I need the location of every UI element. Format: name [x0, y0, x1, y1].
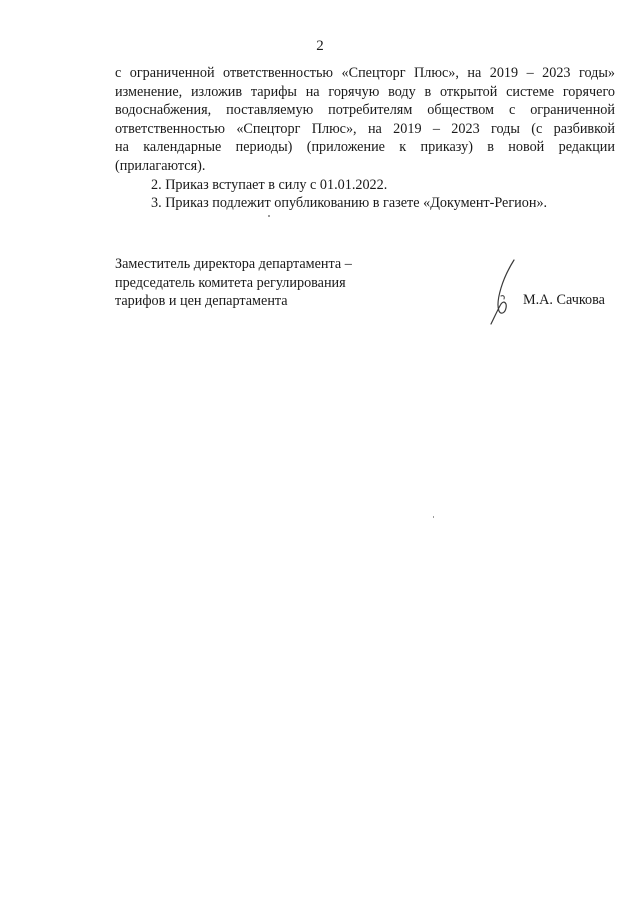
- paragraph1-line: с ограниченной ответственностью «Спецторг Плюс», на 2019 – 2023 годы»: [115, 65, 615, 81]
- paragraph1-line: ответственностью «Спецторг Плюс», на 2019 – 2023 годы (с разбивкой: [115, 120, 615, 137]
- signatory-title: [115, 255, 352, 311]
- page-number: 2: [316, 38, 324, 54]
- paragraph1-line: изменение, изложив тарифы на горячую воду в открытой системе горячего: [115, 83, 615, 100]
- paragraph1-line: водоснабжения, поставляемую потребителям обществом с ограниченной: [115, 102, 615, 119]
- order-body: [115, 64, 615, 213]
- handwritten-signature: [482, 256, 522, 330]
- signatory-title-line: Заместитель директора департамента –: [115, 256, 352, 272]
- signatory-title-line: председатель комитета регулирования: [115, 274, 346, 291]
- paragraph1-line: (прилагаются).: [115, 157, 206, 174]
- signer-name: М.А. Сачкова: [523, 292, 605, 308]
- order-item-3: 3. Приказ подлежит опубликованию в газете «Документ-Регион».: [151, 195, 548, 212]
- signatory-title-line: тарифов и цен департамента: [115, 293, 288, 310]
- scan-speck: [433, 516, 434, 518]
- order-item-2: 2. Приказ вступает в силу с 01.01.2022.: [151, 176, 388, 193]
- scan-speck: [268, 215, 270, 217]
- paragraph1-line: на календарные периоды) (приложение к приказу) в новой редакции: [115, 139, 615, 156]
